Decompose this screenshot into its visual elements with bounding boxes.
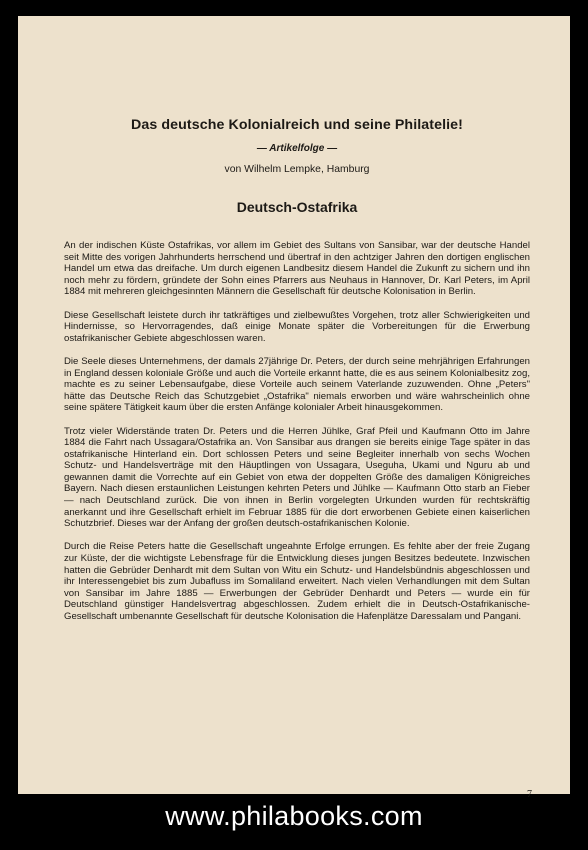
paragraph-3: Die Seele dieses Unternehmens, der damals 27jährige Dr. Peters, der durch seine mehrjährigen Erfahrungen in England dessen koloniale Größe und auch die Vorteile erkannt hatte, die es aus seinem Kolonialbesitz zog, machte es zu seiner Lebensaufgabe, diese Vorteile auch seinem Vaterlande zuzuwenden. Ohne „Peters" hätte das Deutsche Reich das Schutzgebiet „Ostafrika" niemals erworben und wäre wahrscheinlich ohne seine spätere Tätigkeit kaum über die ersten Anfänge kolonialer Arbeit hinausgekommen. [64, 355, 530, 414]
article-body [64, 240, 530, 623]
watermark-url: www.philabooks.com [165, 801, 423, 831]
section-heading: Deutsch-Ostafrika [236, 199, 358, 215]
paragraph-5: Durch die Reise Peters hatte die Gesellschaft ungeahnte Erfolge errungen. Es fehlte aber der freie Zugang zur Küste, der die wichtigste Lebensfrage für die Entwicklung dieses jungen Besitzes bedeutete. Inzwischen hatten die Gebrüder Denhardt mit dem Sultan von Witu ein Schutz- und Handelsbündnis abgeschlossen und ihr Interessengebiet bis zum Jubafluss im Somaliland erweitert. Nach vielen Verhandlungen mit dem Sultan von Sansibar im Jahre 1885 — Erwerbungen der Gebrüder Denhardt und Peters — wurde ein für Deutschland günstiger Handelsvertrag abgeschlossen. Zudem erhielt die in Deutsch-Ostafrikanische-Gesellschaft umbenannte Gesellschaft für deutsche Kolonisation die Hafenplätze Daressalam und Pangani. [64, 541, 530, 622]
paragraph-2: Diese Gesellschaft leistete durch ihr tatkräftiges und zielbewußtes Vorgehen, trotz aller Schwierigkeiten und Hindernisse, so Hervorragendes, daß einige Monate später die Vorbereitungen für die Erwerbung ostafrikanischer Gebiete abgeschlossen waren. [64, 309, 530, 344]
author-byline: von Wilhelm Lempke, Hamburg [224, 164, 370, 175]
document-page [18, 16, 570, 800]
paragraph-4: Trotz vieler Widerstände traten Dr. Peters und die Herren Jühlke, Graf Pfeil und Kaufmann Otto im Jahre 1884 die Fahrt nach Ussagara/Ostafrika an. Von Sansibar aus drangen sie bereits einige Tage später in das ostafrikanische Hinterland ein. Dort schlossen Peters und seine Begleiter innerhalb von sechs Wochen Schutz- und Handelsverträge mit den Häuptlingen von Ussagara, Useguha, Ukami und Nguru ab und gewannen damit die Vorrechte auf ein Gebiet von etwa der doppelten Größe des damaligen Königreiches Bayern. Nach diesen erstaunlichen Leistungen kehrten Peters und Jühlke — Kaufmann Otto starb an Fieber — nach Deutschland zurück. Die von ihnen in Berlin vorgelegten Urkunden wurden für rechtskräftig anerkannt und ihre Gesellschaft erhielt im Februar 1885 für die dort erworbenen Gebiete einen kaiserlichen Schutzbrief. Dieses war der Anfang der großen deutsch-ostafrikanischen Kolonie. [64, 425, 530, 530]
paragraph-1: An der indischen Küste Ostafrikas, vor allem im Gebiet des Sultans von Sansibar, war der deutsche Handel seit Mitte des vorigen Jahrhunderts herrschend und übertraf in den achtziger Jahren den dortigen englischen Handel um etwa das dreifache. Um durch eigenen Landbesitz diesem Handel die Zukunft zu sichern und ihn noch mehr zu fördern, gründete der Sohn eines Pfarrers aus Neuhaus in Hannover, Dr. Karl Peters, im April 1884 mit mehreren gleichgesinnten Männern die Gesellschaft für deutsche Kolonisation in Berlin. [64, 240, 530, 298]
article-series-label: — Artikelfolge — [256, 143, 338, 154]
article-title: Das deutsche Kolonialreich und seine Philatelie! [131, 117, 463, 133]
page-number: 7 [527, 789, 532, 800]
